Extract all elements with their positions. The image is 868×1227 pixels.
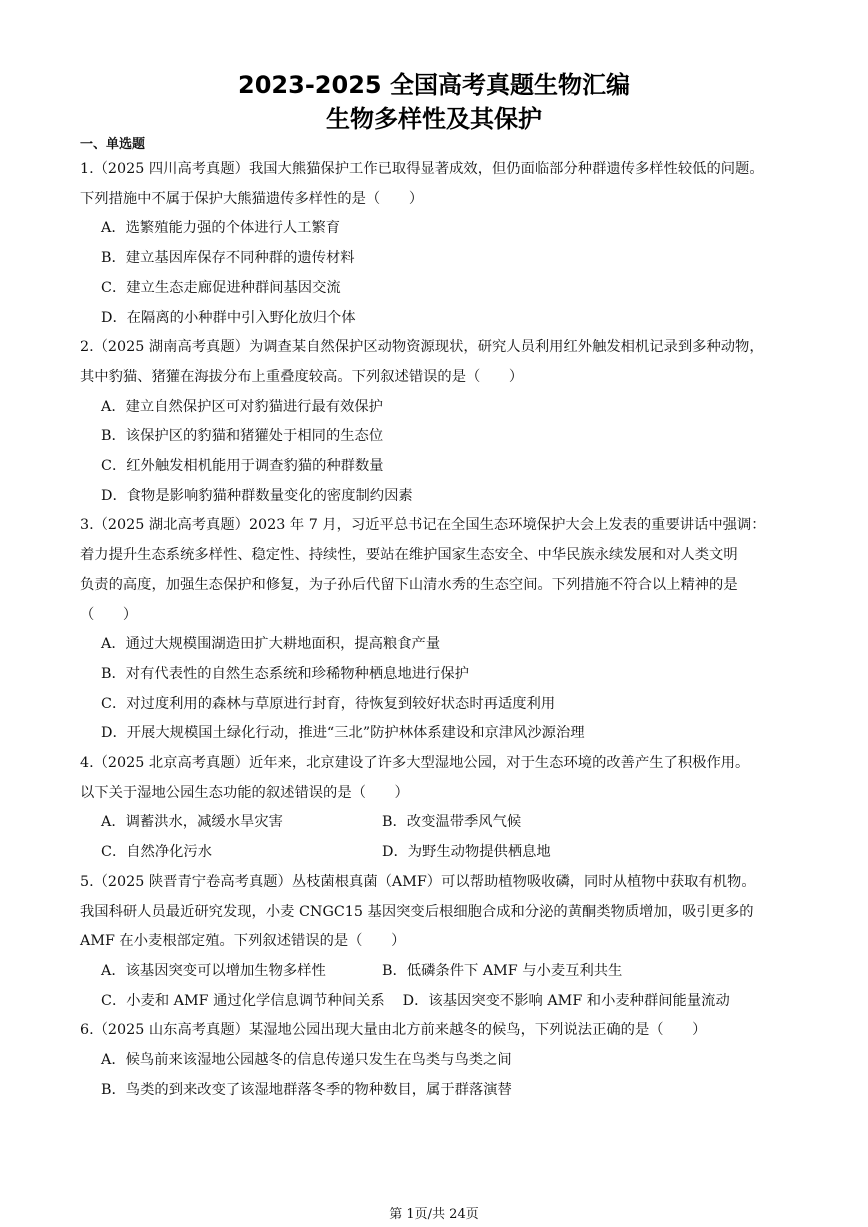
question-text-line: 2.（2025 湖南高考真题）为调查某自然保护区动物资源现状，研究人员利用红外触发相机记录到多种动物， [80, 339, 764, 356]
question-text-line: 以下关于湿地公园生态功能的叙述错误的是（ ） [80, 784, 409, 801]
question-text-line: 负责的高度，加强生态保护和修复，为子孙后代留下山清水秀的生态空间。下列措施不符合以上精神的是 [80, 576, 738, 593]
answer-options [80, 1046, 800, 1105]
option-c: C．小麦和 AMF 通过化学信息调节种间关系 [101, 992, 385, 1009]
option-row [101, 838, 800, 868]
question-text-line: AMF 在小麦根部定殖。下列叙述错误的是（ ） [80, 933, 406, 950]
question-4 [80, 749, 800, 868]
question-text-line: （ ） [80, 606, 138, 623]
section-heading: 一、单选题 [80, 137, 146, 152]
question-text-line: 我国科研人员最近研究发现，小麦 CNGC15 基因突变后根细胞合成和分泌的黄酮类物质增加，吸引更多的 [80, 903, 754, 920]
question-1 [80, 155, 800, 333]
option-d: D．该基因突变不影响 AMF 和小麦种群间能量流动 [402, 992, 730, 1009]
option-b: B．建立基因库保存不同种群的遗传材料 [101, 250, 355, 267]
option-d: D．食物是影响豹猫种群数量变化的密度制约因素 [101, 487, 413, 504]
question-text-line: 1.（2025 四川高考真题）我国大熊猫保护工作已取得显著成效，但仍面临部分种群遗传多样性较低的问题。 [80, 161, 764, 177]
answer-options [80, 630, 800, 749]
option-b: B．改变温带季风气候 [382, 814, 522, 831]
option-b: B．鸟类的到来改变了该湿地群落冬季的物种数目，属于群落演替 [101, 1081, 512, 1098]
document-subtitle: 生物多样性及其保护 [326, 105, 542, 133]
question-text-line: 下列措施中不属于保护大熊猫遗传多样性的是（ ） [80, 190, 424, 207]
page-footer: 第 1页/共 24页 [389, 1207, 479, 1222]
question-text-line: 6.（2025 山东高考真题）某湿地公园出现大量由北方前来越冬的候鸟，下列说法正确的是（ ） [80, 1022, 707, 1039]
option-c: C．自然净化污水 [101, 844, 213, 861]
question-6 [80, 1016, 800, 1105]
question-text-line: 4.（2025 北京高考真题）近年来，北京建设了许多大型湿地公园，对于生态环境的改善产生了积极作用。 [80, 755, 750, 772]
option-d: D．开展大规模国土绿化行动，推进“三北”防护林体系建设和京津风沙源治理 [101, 725, 585, 742]
option-a: A．建立自然保护区可对豹猫进行最有效保护 [101, 398, 383, 415]
answer-options [80, 808, 800, 867]
option-c: C．建立生态走廊促进种群间基因交流 [101, 279, 341, 296]
answer-options [80, 957, 800, 1016]
option-a: A．该基因突变可以增加生物多样性 [101, 962, 326, 979]
question-2 [80, 333, 800, 511]
option-a: A．调蓄洪水，减缓水旱灾害 [101, 814, 283, 831]
option-row [101, 987, 800, 1017]
option-b: B．低磷条件下 AMF 与小麦互利共生 [382, 962, 623, 979]
option-a: A．候鸟前来该湿地公园越冬的信息传递只发生在鸟类与鸟类之间 [101, 1052, 512, 1069]
option-d: D．在隔离的小种群中引入野化放归个体 [101, 309, 356, 326]
question-3 [80, 511, 800, 749]
option-row [101, 808, 800, 838]
option-c: C．红外触发相机能用于调查豹猫的种群数量 [101, 458, 384, 475]
document-title: 2023-2025 全国高考真题生物汇编 [238, 71, 630, 99]
option-b: B．该保护区的豹猫和猪獾处于相同的生态位 [101, 428, 384, 445]
option-row [101, 957, 800, 987]
option-c: C．对过度利用的森林与草原进行封育，待恢复到较好状态时再适度利用 [101, 695, 556, 712]
question-text-line: 5.（2025 陕晋青宁卷高考真题）丛枝菌根真菌（AMF）可以帮助植物吸收磷，同时从植物中获取有机物。 [80, 873, 756, 890]
question-list [80, 155, 800, 1106]
option-a: A．通过大规模围湖造田扩大耕地面积，提高粮食产量 [101, 636, 441, 653]
option-b: B．对有代表性的自然生态系统和珍稀物种栖息地进行保护 [101, 665, 469, 682]
question-5 [80, 868, 800, 1017]
answer-options [80, 393, 800, 512]
option-d: D．为野生动物提供栖息地 [382, 844, 551, 861]
question-text-line: 着力提升生态系统多样性、稳定性、持续性，要站在维护国家生态安全、中华民族永续发展和对人类文明 [80, 547, 738, 564]
question-text-line: 其中豹猫、猪獾在海拔分布上重叠度较高。下列叙述错误的是（ ） [80, 368, 524, 385]
question-text-line: 3.（2025 湖北高考真题）2023 年 7 月，习近平总书记在全国生态环境保护大会上发表的重要讲话中强调： [80, 517, 766, 534]
option-a: A．选繁殖能力强的个体进行人工繁育 [101, 220, 341, 237]
answer-options [80, 214, 800, 333]
